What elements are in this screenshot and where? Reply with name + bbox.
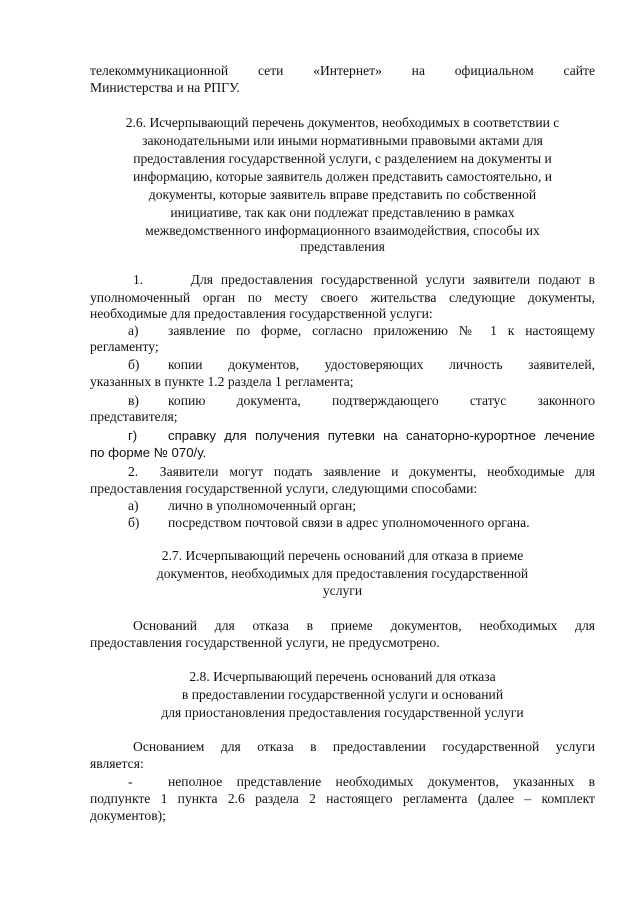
heading-line: представления [300,239,385,254]
heading-line: предоставления государственной услуги, с разделением на документы и [133,151,552,166]
intro-line-2: Министерства и на РПГУ. [90,80,240,95]
subitem-a-cont: регламенту; [90,339,159,354]
subitem-v-cont: представителя; [90,409,178,424]
intro-line-1: телекоммуникационной сети «Интернет» на официальном сайте [90,63,595,78]
subitem-b-cont: указанных в пункте 1.2 раздела 1 регламента; [90,374,354,389]
heading-line: документов, необходимых для предоставления государственной [156,566,529,581]
heading-line: услуги [322,583,363,598]
dash-line-2: подпункте 1 пункта 2.6 раздела 2 настоящего регламента (далее – комплект [90,791,595,806]
heading-line: законодательными или иными нормативными правовыми актами для [142,133,543,148]
subitem-label: б) [128,515,140,530]
heading-line: документы, которые заявитель вправе представить по собственной [148,187,537,202]
subitem-text: заявление по форме, согласно приложению № 1 к настоящему [168,323,595,338]
item-1-line-1: 1. Для предоставления государственной услуги заявители подают в [133,272,595,287]
subitem-text: копию документа, подтверждающего статус законного [168,393,595,408]
subitem-text: посредством почтовой связи в адрес уполномоченного органа. [168,515,530,530]
subitem-label: в) [128,393,139,408]
p27-line-2: предоставления государственной услуги, не предусмотрено. [90,635,440,650]
item-1-line-3: необходимые для предоставления государственной услуги: [90,306,433,321]
item-1-line-2: уполномоченный орган по месту своего жительства следующие документы, [90,290,595,305]
heading-line: для приостановления предоставления государственной услуги [161,705,524,720]
subitem-text: лично в уполномоченный орган; [168,498,356,513]
heading-line: 2.8. Исчерпывающий перечень оснований для отказа [189,669,496,684]
subitem-label: г) [128,428,138,443]
item-2-line-2: предоставления государственной услуги, следующими способами: [90,481,478,496]
heading-line: 2.6. Исчерпывающий перечень документов, необходимых в соответствии с [125,115,560,130]
heading-line: в предоставлении государственной услуги и оснований [181,687,504,702]
subitem-text: копии документов, удостоверяющих личность заявителей, [168,357,595,372]
p28-line-1: Основанием для отказа в предоставлении государственной услуги [133,739,595,754]
subitem-label: б) [128,357,140,372]
p28-line-2: является: [90,756,144,771]
subitem-label: а) [128,323,139,338]
p27-line-1: Оснований для отказа в приеме документов, необходимых для [133,618,595,633]
dash-text: неполное представление необходимых документов, указанных в [168,774,595,789]
subitem-label: а) [128,498,139,513]
subitem-text: справку для получения путевки на санаторно-курортное лечение [168,428,595,443]
heading-line: межведомственного информационного взаимодействия, способы их [145,223,540,238]
subitem-g-cont: по форме № 070/у. [90,445,207,460]
item-2-line-1: 2. Заявители могут подать заявление и документы, необходимые для [128,464,595,479]
dash-line-3: документов); [90,808,166,823]
dash-label: - [128,774,133,789]
heading-line: инициативе, так как они подлежат представлению в рамках [170,205,515,220]
heading-line: информацию, которые заявитель должен представить самостоятельно, и [132,169,553,184]
heading-line: 2.7. Исчерпывающий перечень оснований для отказа в приеме [161,548,524,563]
